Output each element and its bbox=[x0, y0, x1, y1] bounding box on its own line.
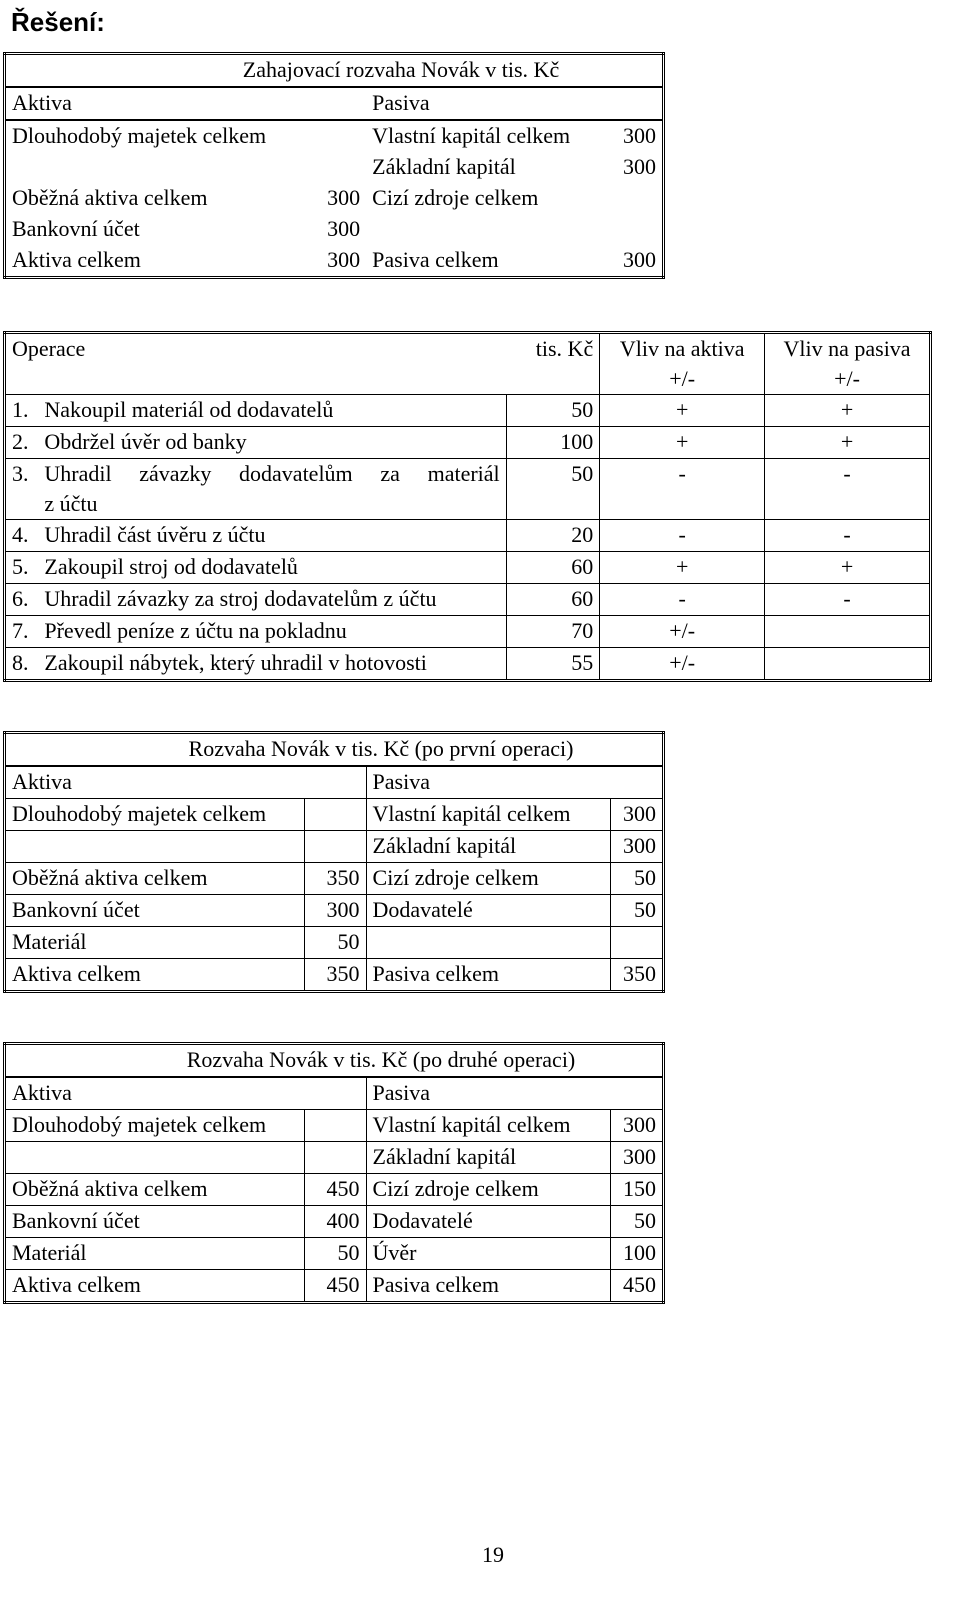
table-body bbox=[5, 120, 664, 278]
asset-label bbox=[5, 152, 306, 183]
liability-value: 50 bbox=[610, 1206, 663, 1238]
asset-value bbox=[305, 152, 366, 183]
operation-row bbox=[5, 552, 931, 584]
assets-effect-header: Vliv na aktiva +/- bbox=[600, 333, 765, 395]
operation-text-line: Uhradil závazky dodavatelům za materiál bbox=[44, 461, 500, 486]
asset-label: Bankovní účet bbox=[5, 895, 305, 927]
asset-label: Materiál bbox=[5, 927, 305, 959]
liability-label: Úvěr bbox=[366, 1238, 610, 1270]
table-row bbox=[5, 863, 664, 895]
operations-table bbox=[3, 331, 932, 682]
assets-effect: - bbox=[600, 459, 765, 520]
asset-label: Oběžná aktiva celkem bbox=[12, 185, 208, 210]
operation-number: 5. bbox=[5, 552, 39, 584]
asset-label: Oběžná aktiva celkem bbox=[5, 1174, 305, 1206]
opening-balance-table bbox=[3, 52, 665, 279]
table-body bbox=[5, 1110, 664, 1303]
assets-effect: +/- bbox=[600, 616, 765, 648]
operation-amount: 60 bbox=[506, 584, 600, 616]
asset-label: Bankovní účet bbox=[12, 216, 140, 241]
operation-row bbox=[5, 616, 931, 648]
operation-text: Nakoupil materiál od dodavatelů bbox=[38, 395, 506, 427]
liability-label: Pasiva celkem bbox=[366, 1270, 610, 1303]
liability-value: 300 bbox=[610, 1142, 663, 1174]
operation-row bbox=[5, 459, 931, 520]
liability-label: Pasiva celkem bbox=[366, 959, 610, 992]
liability-value: 450 bbox=[610, 1270, 663, 1303]
liability-value: 150 bbox=[610, 1174, 663, 1206]
table-row bbox=[5, 927, 664, 959]
asset-label: Oběžná aktiva celkem bbox=[5, 863, 305, 895]
liability-value bbox=[610, 927, 663, 959]
liability-value: 300 bbox=[610, 1110, 663, 1142]
operation-amount: 50 bbox=[506, 395, 600, 427]
liability-label: Základní kapitál bbox=[366, 831, 610, 863]
operation-amount: 20 bbox=[506, 520, 600, 552]
liability-label: Cizí zdroje celkem bbox=[366, 1174, 610, 1206]
operation-number: 6. bbox=[5, 584, 39, 616]
liability-value: 100 bbox=[610, 1238, 663, 1270]
asset-value: 350 bbox=[305, 959, 366, 992]
operation-number: 8. bbox=[5, 648, 39, 681]
liability-label: Dodavatelé bbox=[366, 895, 610, 927]
liability-value: 50 bbox=[610, 863, 663, 895]
liability-value: 50 bbox=[610, 895, 663, 927]
assets-effect: - bbox=[600, 584, 765, 616]
liability-value: 300 bbox=[610, 831, 663, 863]
aktiva-header: Aktiva bbox=[5, 766, 367, 799]
aktiva-header: Aktiva bbox=[5, 87, 367, 120]
assets-effect: +/- bbox=[600, 648, 765, 681]
assets-effect: + bbox=[600, 395, 765, 427]
operation-amount: 60 bbox=[506, 552, 600, 584]
operation-amount: 100 bbox=[506, 427, 600, 459]
liability-value: 300 bbox=[623, 247, 656, 272]
table-row bbox=[5, 1206, 664, 1238]
liability-label: Základní kapitál bbox=[372, 154, 516, 179]
asset-value bbox=[305, 799, 366, 831]
balance-second-operation-table bbox=[3, 1042, 665, 1304]
asset-label: Bankovní účet bbox=[5, 1206, 305, 1238]
amount-header: tis. Kč bbox=[506, 333, 600, 395]
table-row bbox=[5, 1110, 664, 1142]
liability-value: 350 bbox=[610, 959, 663, 992]
table-row bbox=[5, 183, 664, 214]
table-title: Rozvaha Novák v tis. Kč (po první operaci) bbox=[5, 733, 664, 767]
operation-text: Uhradil část úvěru z účtu bbox=[38, 520, 506, 552]
asset-label: Aktiva celkem bbox=[12, 247, 141, 272]
operation-text: Převedl peníze z účtu na pokladnu bbox=[38, 616, 506, 648]
liabilities-effect: + bbox=[765, 427, 931, 459]
liability-label: Vlastní kapitál celkem bbox=[366, 1110, 610, 1142]
table-row bbox=[5, 959, 664, 992]
operation-text bbox=[38, 459, 506, 520]
liability-label: Vlastní kapitál celkem bbox=[372, 123, 571, 148]
operation-header: Operace bbox=[5, 333, 507, 395]
table-row bbox=[5, 1238, 664, 1270]
liability-value bbox=[610, 214, 663, 245]
liability-label: Dodavatelé bbox=[366, 1206, 610, 1238]
asset-label: Dlouhodobý majetek celkem bbox=[5, 1110, 305, 1142]
operation-row bbox=[5, 395, 931, 427]
liabilities-effect bbox=[765, 616, 931, 648]
asset-value: 50 bbox=[305, 1238, 366, 1270]
asset-value: 400 bbox=[305, 1206, 366, 1238]
operations-body bbox=[5, 395, 931, 681]
asset-value: 300 bbox=[327, 216, 361, 241]
asset-value bbox=[305, 1110, 366, 1142]
asset-label: Materiál bbox=[5, 1238, 305, 1270]
table-row bbox=[5, 831, 664, 863]
asset-label bbox=[5, 1142, 305, 1174]
operation-row bbox=[5, 648, 931, 681]
table-row bbox=[5, 1270, 664, 1303]
pasiva-header: Pasiva bbox=[366, 87, 663, 120]
operation-number: 2. bbox=[5, 427, 39, 459]
operation-row bbox=[5, 584, 931, 616]
table-row bbox=[5, 214, 664, 245]
operation-row bbox=[5, 427, 931, 459]
liability-label bbox=[366, 214, 610, 245]
operation-number: 4. bbox=[5, 520, 39, 552]
operation-text: Zakoupil nábytek, který uhradil v hotovosti bbox=[38, 648, 506, 681]
liability-label: Vlastní kapitál celkem bbox=[366, 799, 610, 831]
asset-value bbox=[305, 120, 366, 152]
page-number: 19 bbox=[482, 1542, 504, 1567]
aktiva-header: Aktiva bbox=[5, 1077, 367, 1110]
table-row bbox=[5, 152, 664, 183]
liability-label: Pasiva celkem bbox=[372, 247, 499, 272]
operation-amount: 70 bbox=[506, 616, 600, 648]
table-title: Rozvaha Novák v tis. Kč (po druhé operaci) bbox=[5, 1044, 664, 1078]
asset-label bbox=[5, 831, 305, 863]
asset-value: 450 bbox=[305, 1270, 366, 1303]
table-row bbox=[5, 799, 664, 831]
operation-amount: 50 bbox=[506, 459, 600, 520]
liability-label: Základní kapitál bbox=[366, 1142, 610, 1174]
balance-first-operation-table bbox=[3, 731, 665, 993]
asset-value: 300 bbox=[327, 247, 361, 272]
asset-value: 350 bbox=[305, 863, 366, 895]
table-title: Zahajovací rozvaha Novák v tis. Kč bbox=[5, 54, 664, 88]
liabilities-effect bbox=[765, 648, 931, 681]
operation-amount: 55 bbox=[506, 648, 600, 681]
liabilities-effect-header: Vliv na pasiva +/- bbox=[765, 333, 931, 395]
table-row bbox=[5, 895, 664, 927]
operation-text-line: z účtu bbox=[44, 491, 98, 516]
liability-value bbox=[610, 183, 663, 214]
asset-value bbox=[305, 1142, 366, 1174]
operation-text: Obdržel úvěr od banky bbox=[38, 427, 506, 459]
asset-label: Aktiva celkem bbox=[5, 1270, 305, 1303]
asset-value: 450 bbox=[305, 1174, 366, 1206]
liabilities-effect: - bbox=[765, 584, 931, 616]
page-heading: Řešení: bbox=[11, 7, 105, 37]
asset-label: Dlouhodobý majetek celkem bbox=[5, 799, 305, 831]
liability-value: 300 bbox=[610, 799, 663, 831]
liability-value: 300 bbox=[623, 123, 656, 148]
operation-text: Zakoupil stroj od dodavatelů bbox=[38, 552, 506, 584]
table-body bbox=[5, 799, 664, 992]
liabilities-effect: - bbox=[765, 459, 931, 520]
operation-number: 1. bbox=[5, 395, 39, 427]
table-row bbox=[5, 1142, 664, 1174]
asset-value bbox=[305, 831, 366, 863]
asset-value: 50 bbox=[305, 927, 366, 959]
assets-effect: - bbox=[600, 520, 765, 552]
liability-value: 300 bbox=[623, 154, 656, 179]
operation-text: Uhradil závazky za stroj dodavatelům z účtu bbox=[38, 584, 506, 616]
operation-row bbox=[5, 520, 931, 552]
assets-effect: + bbox=[600, 427, 765, 459]
assets-effect: + bbox=[600, 552, 765, 584]
liability-label: Cizí zdroje celkem bbox=[366, 863, 610, 895]
liabilities-effect: + bbox=[765, 395, 931, 427]
asset-value: 300 bbox=[327, 185, 361, 210]
liabilities-effect: - bbox=[765, 520, 931, 552]
operation-number: 3. bbox=[5, 459, 39, 520]
liabilities-effect: + bbox=[765, 552, 931, 584]
table-row bbox=[5, 245, 664, 278]
asset-label: Aktiva celkem bbox=[5, 959, 305, 992]
asset-label: Dlouhodobý majetek celkem bbox=[12, 123, 267, 148]
pasiva-header: Pasiva bbox=[366, 1077, 663, 1110]
pasiva-header: Pasiva bbox=[366, 766, 663, 799]
liability-label: Cizí zdroje celkem bbox=[372, 185, 539, 210]
table-row bbox=[5, 1174, 664, 1206]
asset-value: 300 bbox=[305, 895, 366, 927]
table-row bbox=[5, 120, 664, 152]
operation-number: 7. bbox=[5, 616, 39, 648]
liability-label bbox=[366, 927, 610, 959]
